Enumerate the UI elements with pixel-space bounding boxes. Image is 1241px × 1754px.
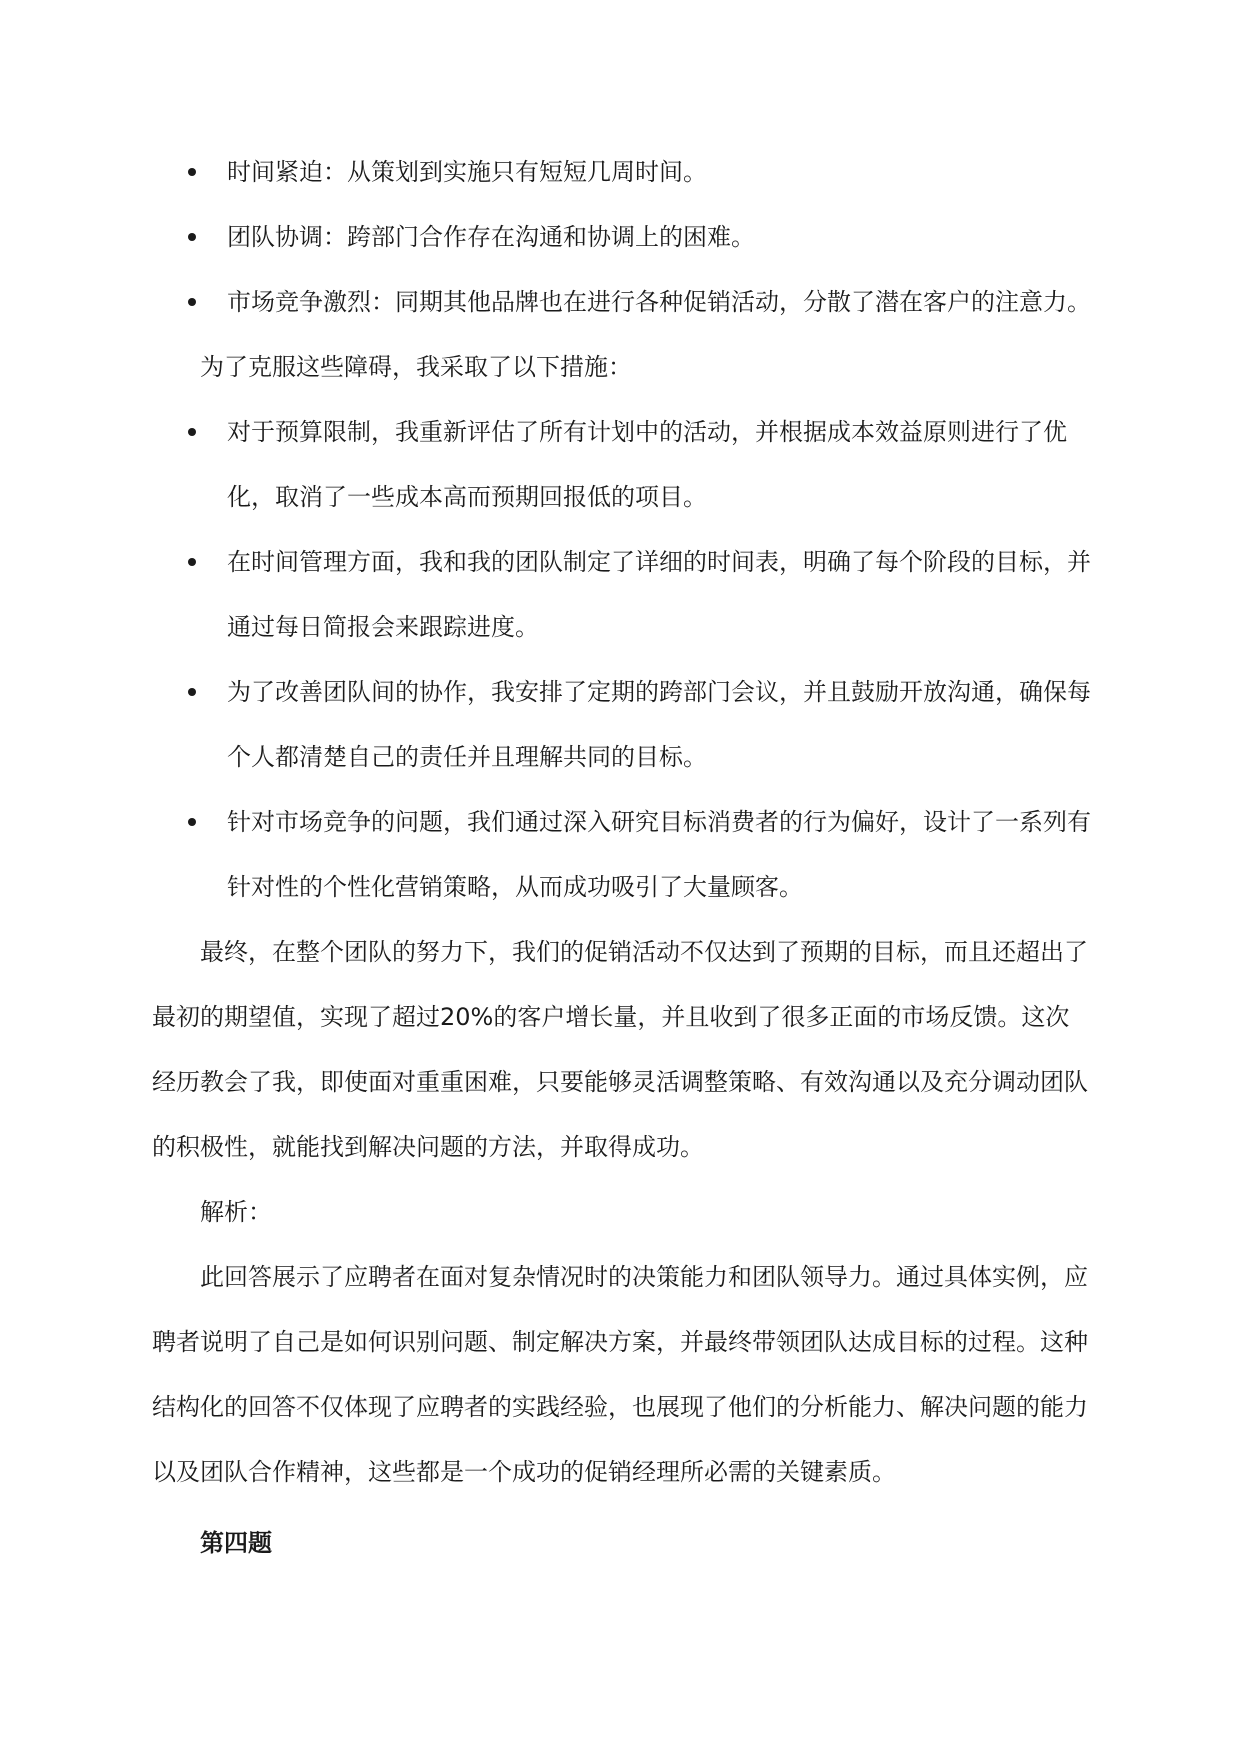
list-item xyxy=(152,400,1092,530)
bullet-icon xyxy=(188,298,196,306)
list-item xyxy=(152,660,1092,790)
list-item xyxy=(152,270,1092,335)
list-item-text: 对于预算限制，我重新评估了所有计划中的活动，并根据成本效益原则进行了优化，取消了一些成本高而预期回报低的项目。 xyxy=(227,418,1067,511)
list-item-text: 为了改善团队间的协作，我安排了定期的跨部门会议，并且鼓励开放沟通，确保每个人都清楚自己的责任并且理解共同的目标。 xyxy=(227,678,1091,771)
obstacles-list xyxy=(152,140,1092,335)
list-item-text: 团队协调：跨部门合作存在沟通和协调上的困难。 xyxy=(227,223,755,251)
section-heading: 第四题 xyxy=(200,1529,272,1557)
list-item xyxy=(152,140,1092,205)
list-item-text: 时间紧迫：从策划到实施只有短短几周时间。 xyxy=(227,158,707,186)
bullet-icon xyxy=(188,168,196,176)
list-item-text: 在时间管理方面，我和我的团队制定了详细的时间表，明确了每个阶段的目标，并通过每日简报会来跟踪进度。 xyxy=(227,548,1091,641)
document-body xyxy=(152,140,1092,1576)
bullet-icon xyxy=(188,688,196,696)
analysis-paragraph: 此回答展示了应聘者在面对复杂情况时的决策能力和团队领导力。通过具体实例，应聘者说明了自己是如何识别问题、制定解决方案，并最终带领团队达成目标的过程。这种结构化的回答不仅体现了应聘者的实践经验，也展现了他们的分析能力、解决问题的能力以及团队合作精神，这些都是一个成功的促销经理所必需的关键素质。 xyxy=(152,1263,1088,1486)
measures-list xyxy=(152,400,1092,920)
list-item-text: 市场竞争激烈：同期其他品牌也在进行各种促销活动，分散了潜在客户的注意力。 xyxy=(227,288,1091,316)
list-item xyxy=(152,205,1092,270)
list-item xyxy=(152,530,1092,660)
conclusion-paragraph: 最终，在整个团队的努力下，我们的促销活动不仅达到了预期的目标，而且还超出了最初的期望值，实现了超过20%的客户增长量，并且收到了很多正面的市场反馈。这次经历教会了我，即使面对重重困难，只要能够灵活调整策略、有效沟通以及充分调动团队的积极性，就能找到解决问题的方法，并取得成功。 xyxy=(152,938,1088,1161)
measures-intro: 为了克服这些障碍，我采取了以下措施： xyxy=(200,353,632,381)
list-item xyxy=(152,790,1092,920)
list-item-text: 针对市场竞争的问题，我们通过深入研究目标消费者的行为偏好，设计了一系列有针对性的个性化营销策略，从而成功吸引了大量顾客。 xyxy=(227,808,1091,901)
bullet-icon xyxy=(188,558,196,566)
analysis-label: 解析： xyxy=(200,1198,272,1226)
bullet-icon xyxy=(188,428,196,436)
bullet-icon xyxy=(188,818,196,826)
bullet-icon xyxy=(188,233,196,241)
